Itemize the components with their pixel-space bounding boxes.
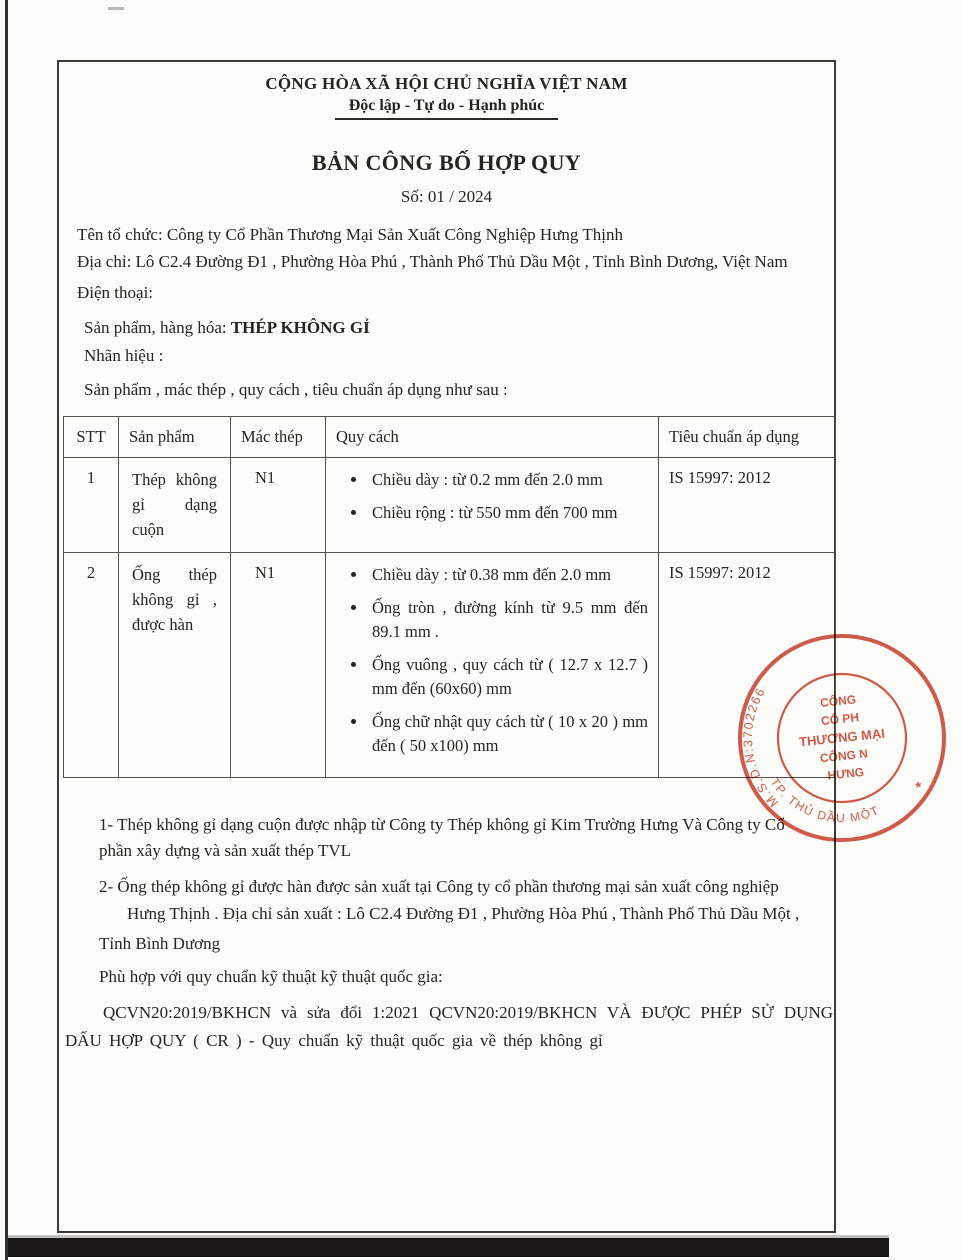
- stamp-star: *: [914, 779, 923, 797]
- spec-item: • Chiều dày : từ 0.2 mm đến 2.0 mm: [368, 468, 648, 492]
- table-header-row: [64, 417, 836, 458]
- header-stt: STT: [64, 417, 119, 458]
- header-quy-cach: Quy cách: [326, 417, 659, 458]
- page-border-frame: [57, 60, 836, 1233]
- national-header: CỘNG HÒA XÃ HỘI CHỦ NGHĨA VIỆT NAM: [265, 74, 628, 93]
- header-san-pham: Sản phẩm: [119, 417, 231, 458]
- cell-grade: N1: [231, 458, 326, 553]
- spec-item: • Ống vuông , quy cách từ ( 12.7 x 12.7 ) mm đến (60x60) mm: [368, 653, 648, 701]
- stamp-city-text: TP. THỦ DẦU MỘT: [767, 775, 882, 826]
- phone-line: Điện thoại:: [77, 282, 154, 302]
- spec-item: • Ống chữ nhật quy cách từ ( 10 x 20 ) mm đến ( 50 x100) mm: [368, 710, 648, 758]
- table-row: [64, 553, 836, 777]
- address-line: Địa chỉ: Lô C2.4 Đường Đ1 , Phường Hòa Phú , Thành Phố Thủ Dầu Một , Tỉnh Bình Dương, Việt Nam: [77, 252, 788, 272]
- note-1: 1- Thép không gỉ dạng cuộn được nhập từ Công ty Thép không gỉ Kim Trường Hưng Và Công ty Cổ phần xây dựng và sản xuất thép TVL: [99, 814, 785, 861]
- table-intro: Sản phẩm , mác thép , quy cách , tiêu chuẩn áp dụng như sau :: [84, 379, 508, 399]
- stamp-line-4: CÔNG N: [819, 746, 869, 766]
- brand-line: Nhãn hiệu :: [84, 346, 164, 366]
- document-body: [77, 222, 816, 403]
- stamp-line-2: CỔ PH: [820, 710, 860, 729]
- notes-section: [65, 812, 833, 1055]
- table-row: [64, 458, 836, 553]
- cell-specs: [326, 458, 659, 553]
- note-2: 2- Ống thép không gỉ được hàn được sản xuất tại Công ty cổ phần thương mại sản xuất công nghiệp Hưng Thịnh . Địa chỉ sản xuất : Lô C2.4 Đường Đ1 , Phường Hòa Phú , Thành Phố Thủ Dầu Một ,: [99, 877, 800, 923]
- scan-edge-left: [5, 0, 8, 1260]
- product-value: THÉP KHÔNG GỈ: [230, 318, 370, 338]
- cell-specs: [326, 553, 659, 777]
- stamp-registration-number: M.S.D.N:3702266: [740, 684, 782, 810]
- cell-grade: N1: [231, 553, 326, 777]
- product-label: Sản phẩm, hàng hóa:: [84, 318, 231, 338]
- scan-speck: [108, 7, 124, 10]
- motto-wrap: [77, 97, 816, 120]
- document-number: Số: 01 / 2024: [400, 187, 493, 206]
- spec-item: • Ống tròn , đường kính từ 9.5 mm đến 89.1 mm .: [368, 596, 648, 644]
- stamp-line-5: HƯNG: [826, 764, 865, 783]
- conformity-statement: Phù hợp với quy chuẩn kỹ thuật kỹ thuật quốc gia:: [99, 967, 443, 987]
- stamp-line-1: CÔNG: [819, 692, 857, 711]
- header-tieu-chuan: Tiêu chuẩn áp dụng: [659, 417, 836, 458]
- province-line: Tỉnh Bình Dương: [99, 934, 221, 954]
- product-line: [84, 315, 816, 341]
- spec-item: • Chiều dày : từ 0.38 mm đến 2.0 mm: [368, 563, 648, 587]
- conformity-table: [63, 416, 836, 778]
- cell-standard: IS 15997: 2012: [659, 458, 836, 553]
- cell-stt: 1: [64, 458, 119, 553]
- national-motto: Độc lập - Tự do - Hạnh phúc: [335, 97, 559, 120]
- document-title: BẢN CÔNG BỐ HỢP QUY: [311, 150, 582, 175]
- header-mac-thep: Mác thép: [231, 417, 326, 458]
- spec-item: • Chiều rộng : từ 550 mm đến 700 mm: [368, 501, 648, 525]
- organization-line: Tên tổ chức: Công ty Cổ Phần Thương Mại Sản Xuất Công Nghiệp Hưng Thịnh: [77, 225, 623, 244]
- cell-product: Ống thép không gỉ , được hàn: [119, 553, 231, 777]
- cell-stt: 2: [64, 553, 119, 777]
- scan-edge-bottom: [8, 1238, 889, 1257]
- cell-product: Thép không gỉ dạng cuộn: [119, 458, 231, 553]
- stamp-line-3: THƯƠNG MẠI: [798, 725, 886, 750]
- cell-standard: IS 15997: 2012: [659, 553, 836, 777]
- regulation-paragraph: QCVN20:2019/BKHCN và sửa đổi 1:2021 QCVN20:2019/BKHCN VÀ ĐƯỢC PHÉP SỬ DỤNG DẤU HỢP QUY ( CR ) - Quy chuẩn kỹ thuật quốc gia về thép không gỉ: [65, 1002, 833, 1050]
